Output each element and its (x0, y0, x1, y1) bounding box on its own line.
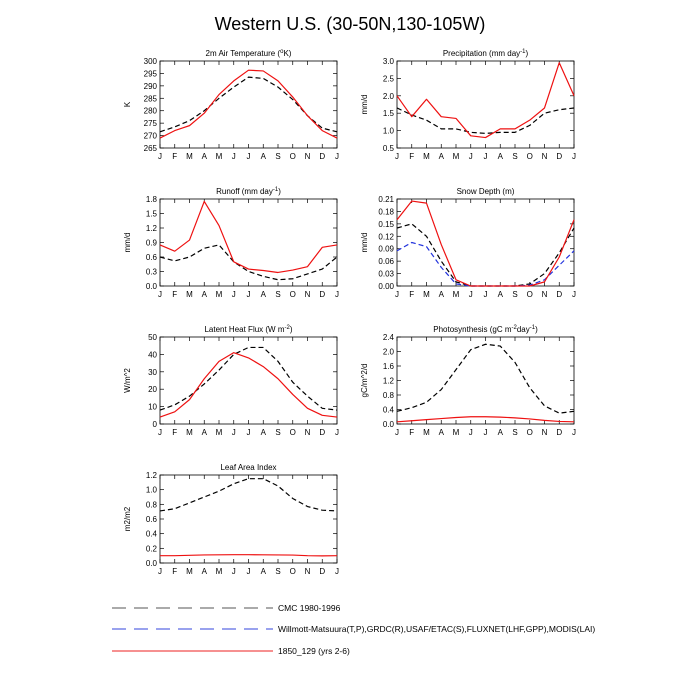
x-tick-label: J (158, 152, 162, 161)
x-tick-label: J (246, 567, 251, 576)
y-tick-label: 0.21 (378, 195, 394, 204)
x-tick-label: A (438, 428, 444, 437)
x-tick-label: J (468, 152, 473, 161)
x-tick-label: D (319, 290, 326, 299)
x-tick-label: S (275, 428, 281, 437)
y-tick-label: 0.6 (145, 515, 157, 524)
chart-panel-4 (360, 187, 576, 299)
x-tick-label: J (395, 290, 399, 299)
chart-title: Photosynthesis (gC $m^{-2}day^{-1}$) (433, 325, 538, 334)
x-tick-label: F (172, 428, 178, 437)
legend-item-3 (112, 646, 350, 656)
x-tick-label: M (215, 428, 223, 437)
legend-label: Willmott-Matsuura(T,P),GRDC(R),USAF/ETAC(S),FLUXNET(LHF,GPP),MODIS(LAI) (278, 624, 596, 634)
y-tick-label: 0.4 (382, 405, 394, 415)
x-tick-label: J (572, 290, 576, 299)
series-line-obs (160, 347, 337, 410)
series-line-model (160, 555, 337, 556)
plot-frame (397, 337, 574, 424)
y-tick-label: 1.2 (145, 471, 157, 480)
y-tick-label: 1.2 (382, 376, 394, 386)
y-tick-label: 300 (143, 57, 157, 66)
x-tick-label: D (319, 152, 326, 161)
x-tick-label: O (289, 152, 296, 161)
y-axis-label: m2/m2 (123, 506, 132, 532)
series-line-model (397, 63, 574, 138)
x-tick-label: M (186, 152, 193, 161)
chart-panel-3 (123, 187, 339, 299)
x-tick-label: M (423, 428, 430, 437)
x-tick-label: J (395, 152, 399, 161)
y-tick-label: 2.5 (382, 74, 394, 84)
y-tick-label: 0.0 (382, 420, 394, 429)
y-tick-label: 0.06 (378, 257, 394, 267)
x-tick-label: J (335, 290, 339, 299)
x-tick-label: A (438, 290, 444, 299)
y-tick-label: 2.0 (382, 347, 394, 357)
chart-panel-7 (123, 463, 339, 576)
x-tick-label: A (497, 428, 503, 437)
chart-title: Snow Depth (m) (456, 187, 515, 196)
y-tick-label: 0.0 (145, 282, 157, 291)
x-tick-label: J (572, 428, 576, 437)
x-tick-label: A (260, 290, 266, 299)
y-tick-label: 40 (148, 350, 157, 360)
y-tick-label: 0.8 (382, 391, 394, 400)
x-tick-label: M (186, 290, 193, 299)
x-tick-label: J (158, 290, 162, 299)
x-tick-label: O (526, 152, 533, 161)
x-tick-label: A (497, 152, 503, 161)
x-tick-label: M (215, 290, 223, 299)
y-tick-label: 0.0 (145, 559, 157, 568)
x-tick-label: A (438, 152, 444, 161)
chart-panel-5 (123, 325, 339, 437)
x-tick-label: O (526, 428, 533, 437)
chart-title: Latent Heat Flux (W $m^{-2}$) (204, 325, 293, 334)
y-tick-label: 0.3 (145, 267, 157, 277)
y-tick-label: 0 (152, 420, 157, 429)
x-tick-label: J (158, 428, 162, 437)
x-tick-label: S (512, 428, 518, 437)
series-line-obs_usaf (397, 243, 574, 287)
figure-title: Western U.S. (30-50N,130-105W) (214, 14, 486, 34)
series-line-obs (160, 479, 337, 511)
x-tick-label: M (186, 428, 193, 437)
x-tick-label: S (275, 152, 281, 161)
y-axis-label: gC/m^2/d (360, 363, 369, 398)
plot-frame (397, 199, 574, 286)
x-tick-label: N (541, 428, 548, 437)
x-tick-label: M (452, 428, 460, 437)
x-tick-label: A (201, 152, 207, 161)
x-tick-label: D (556, 290, 563, 299)
x-tick-label: S (512, 290, 518, 299)
legend-label: 1850_129 (yrs 2-6) (278, 646, 350, 656)
x-tick-label: J (246, 152, 251, 161)
x-tick-label: N (304, 428, 311, 437)
x-tick-label: F (172, 152, 178, 161)
x-tick-label: A (260, 152, 266, 161)
y-tick-label: 0.03 (378, 269, 394, 279)
x-tick-label: S (275, 567, 281, 576)
y-tick-label: 20 (148, 385, 157, 395)
y-tick-label: 10 (148, 402, 157, 412)
y-axis-label: W/m^2 (123, 368, 132, 393)
y-tick-label: 0.18 (378, 207, 394, 217)
y-tick-label: 0.12 (378, 232, 394, 242)
panels (123, 49, 576, 576)
chart-title: 2m Air Temperature ($^o$K) (205, 49, 292, 58)
x-tick-label: A (260, 567, 266, 576)
series-line-model (160, 70, 337, 138)
x-tick-label: J (335, 152, 339, 161)
x-tick-label: N (304, 152, 311, 161)
x-tick-label: O (289, 290, 296, 299)
y-tick-label: 0.2 (145, 544, 157, 554)
y-tick-label: 50 (148, 333, 157, 342)
y-tick-label: 1.8 (145, 195, 157, 204)
y-tick-label: 0.8 (145, 500, 157, 510)
y-tick-label: 0.9 (145, 238, 157, 248)
x-tick-label: J (468, 290, 473, 299)
y-tick-label: 1.0 (145, 485, 157, 495)
y-tick-label: 290 (143, 81, 157, 91)
y-tick-label: 0.4 (145, 529, 157, 539)
chart-title: Precipitation (mm day$^{-1}$) (442, 49, 529, 58)
legend (112, 603, 595, 656)
y-tick-label: 0.5 (382, 144, 394, 153)
x-tick-label: J (335, 428, 339, 437)
x-tick-label: N (304, 290, 311, 299)
chart-title: Leaf Area Index (220, 463, 277, 472)
x-tick-label: J (335, 567, 339, 576)
x-tick-label: J (246, 290, 251, 299)
y-tick-label: 280 (143, 106, 157, 116)
plot-frame (160, 61, 337, 148)
x-tick-label: M (452, 152, 460, 161)
x-tick-label: J (483, 428, 488, 437)
y-axis-label: mm/d (123, 232, 132, 253)
y-tick-label: 285 (143, 94, 157, 104)
x-tick-label: M (215, 152, 223, 161)
x-tick-label: J (231, 152, 236, 161)
y-tick-label: 1.2 (145, 224, 157, 233)
x-tick-label: A (201, 428, 207, 437)
x-tick-label: D (556, 152, 563, 161)
x-tick-label: J (483, 290, 488, 299)
x-tick-label: J (246, 428, 251, 437)
plot-frame (397, 61, 574, 148)
y-axis-label: mm/d (360, 94, 369, 115)
x-tick-label: M (452, 290, 460, 299)
series-line-model (160, 353, 337, 417)
x-tick-label: F (172, 567, 178, 576)
legend-item-2 (112, 624, 595, 634)
y-tick-label: 0.15 (378, 219, 394, 229)
x-tick-label: O (289, 428, 296, 437)
x-tick-label: S (275, 290, 281, 299)
x-tick-label: D (319, 567, 326, 576)
chart-panel-2 (360, 49, 576, 161)
x-tick-label: F (172, 290, 178, 299)
chart-title: Runoff (mm day$^{-1}$) (216, 187, 281, 196)
y-tick-label: 0.6 (145, 253, 157, 262)
y-axis-label: mm/d (360, 232, 369, 253)
x-tick-label: J (231, 290, 236, 299)
series-line-model (160, 201, 337, 272)
y-tick-label: 30 (148, 367, 157, 377)
x-tick-label: D (556, 428, 563, 437)
x-tick-label: J (572, 152, 576, 161)
x-tick-label: J (468, 428, 473, 437)
y-tick-label: 1.5 (145, 209, 157, 219)
chart-panel-6 (360, 325, 576, 437)
x-tick-label: D (319, 428, 326, 437)
plot-frame (160, 475, 337, 563)
x-tick-label: N (541, 290, 548, 299)
x-tick-label: O (526, 290, 533, 299)
x-tick-label: J (395, 428, 399, 437)
x-tick-label: A (201, 290, 207, 299)
x-tick-label: J (231, 428, 236, 437)
legend-label: CMC 1980-1996 (278, 603, 341, 613)
chart-panel-1 (123, 49, 339, 161)
x-tick-label: S (512, 152, 518, 161)
y-tick-label: 275 (143, 119, 157, 129)
y-tick-label: 2.4 (382, 333, 394, 342)
x-tick-label: M (423, 290, 430, 299)
y-tick-label: 1.0 (382, 126, 394, 136)
x-tick-label: M (186, 567, 193, 576)
x-tick-label: N (541, 152, 548, 161)
series-line-obs (160, 77, 337, 132)
plot-frame (160, 337, 337, 424)
series-line-obs (397, 108, 574, 133)
x-tick-label: J (483, 152, 488, 161)
y-tick-label: 295 (143, 69, 157, 79)
x-tick-label: M (423, 152, 430, 161)
y-axis-label: K (123, 101, 132, 108)
y-tick-label: 265 (143, 144, 157, 153)
x-tick-label: F (409, 152, 415, 161)
y-tick-label: 0.09 (378, 244, 394, 254)
x-tick-label: A (260, 428, 266, 437)
x-tick-label: A (497, 290, 503, 299)
series-line-model (397, 201, 574, 286)
y-tick-label: 270 (143, 131, 157, 141)
x-tick-label: O (289, 567, 296, 576)
x-tick-label: F (409, 290, 415, 299)
x-tick-label: J (231, 567, 236, 576)
y-tick-label: 2.0 (382, 91, 394, 101)
series-line-obs (397, 344, 574, 413)
x-tick-label: M (215, 567, 223, 576)
x-tick-label: J (158, 567, 162, 576)
x-tick-label: F (409, 428, 415, 437)
x-tick-label: N (304, 567, 311, 576)
y-tick-label: 1.6 (382, 362, 394, 371)
y-tick-label: 3.0 (382, 57, 394, 66)
y-tick-label: 0.00 (378, 282, 394, 291)
x-tick-label: A (201, 567, 207, 576)
y-tick-label: 1.5 (382, 109, 394, 119)
legend-item-1 (112, 603, 341, 613)
